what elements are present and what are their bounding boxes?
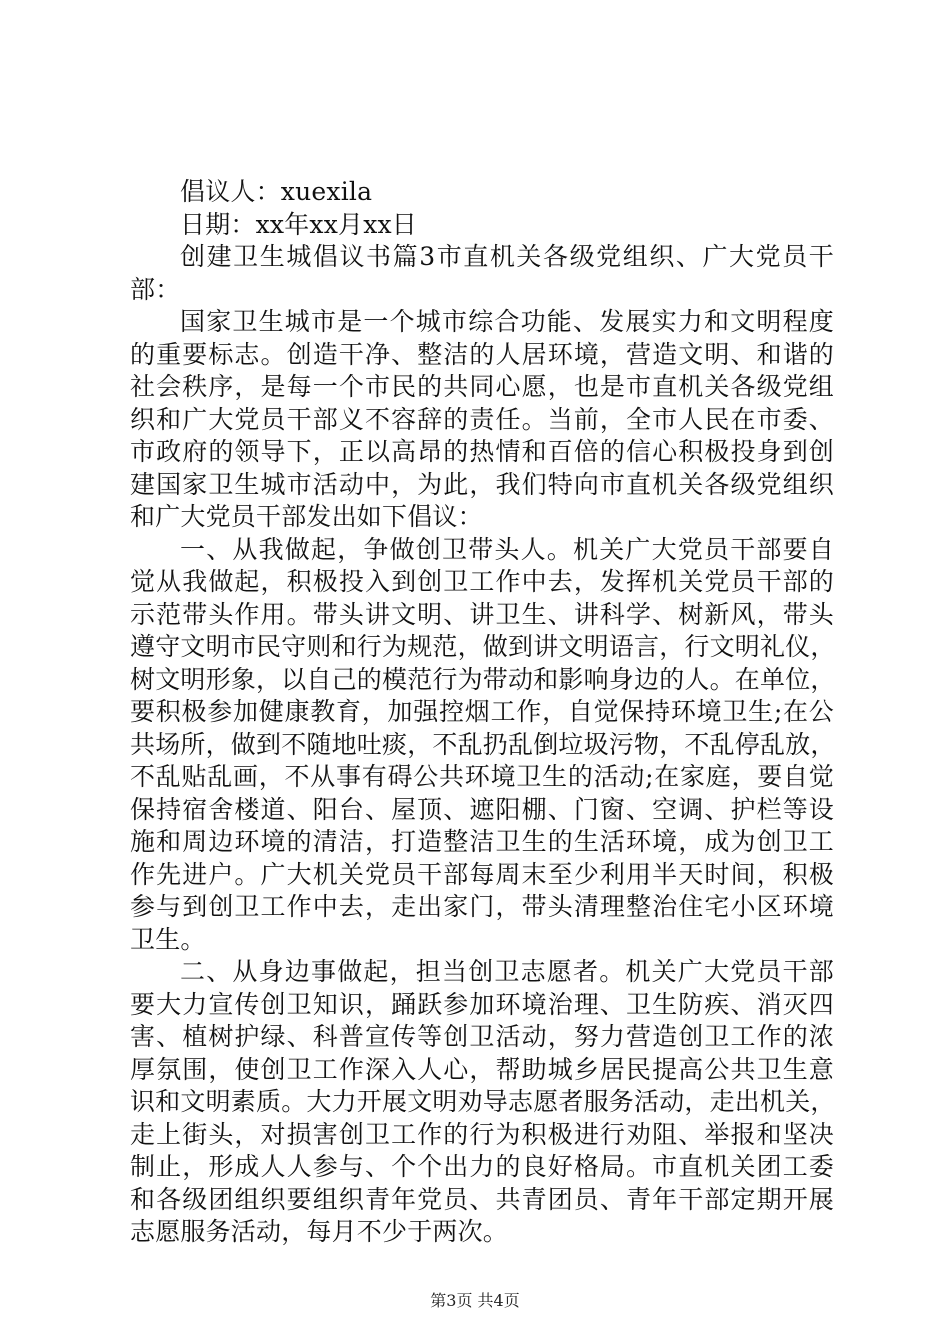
text-line: 要大力宣传创卫知识，踊跃参加环境治理、卫生防疾、消灭四 xyxy=(130,989,834,1019)
text-line: 施和周边环境的清洁，打造整洁卫生的生活环境，成为创卫工 xyxy=(130,827,834,856)
text-line: 倡议人：xuexila xyxy=(180,177,373,206)
text-line: 织和广大党员干部义不容辞的责任。当前，全市人民在市委、 xyxy=(130,404,834,434)
text-line: 二、从身边事做起，担当创卫志愿者。机关广大党员干部 xyxy=(180,957,834,986)
text-line: 害、植树护绿、科普宣传等创卫活动，努力营造创卫工作的浓 xyxy=(130,1022,834,1051)
text-line: 建国家卫生城市活动中，为此，我们特向市直机关各级党组织 xyxy=(130,469,834,499)
text-line: 树文明形象，以自己的模范行为带动和影响身边的人。在单位， xyxy=(130,664,836,694)
text-line: 厚氛围，使创卫工作深入人心，帮助城乡居民提高公共卫生意 xyxy=(130,1054,834,1084)
text-line: 示范带头作用。带头讲文明、讲卫生、讲科学、树新风，带头 xyxy=(130,599,834,629)
document-body xyxy=(130,176,834,1249)
text-line: 参与到创卫工作中去，走出家门，带头清理整治住宅小区环境 xyxy=(130,892,834,921)
text-line: 创建卫生城倡议书篇3市直机关各级党组织、广大党员干 xyxy=(180,242,834,271)
text-line: 的重要标志。创造干净、整洁的人居环境，营造文明、和谐的 xyxy=(130,339,834,369)
text-line: 一、从我做起，争做创卫带头人。机关广大党员干部要自 xyxy=(180,534,834,564)
text-line: 市政府的领导下，正以高昂的热情和百倍的信心积极投身到创 xyxy=(130,437,834,466)
text-line: 日期：xx年xx月xx日 xyxy=(180,209,417,239)
text-line: 社会秩序，是每一个市民的共同心愿，也是市直机关各级党组 xyxy=(130,372,834,401)
text-line: 走上街头，对损害创卫工作的行为积极进行劝阻、举报和坚决 xyxy=(130,1119,834,1149)
text-line: 遵守文明市民守则和行为规范，做到讲文明语言，行文明礼仪， xyxy=(130,632,836,661)
text-line: 部： xyxy=(130,274,181,304)
text-line: 制止，形成人人参与、个个出力的良好格局。市直机关团工委 xyxy=(130,1152,834,1181)
text-line: 识和文明素质。大力开展文明劝导志愿者服务活动，走出机关， xyxy=(130,1087,836,1116)
text-line: 保持宿舍楼道、阳台、屋顶、遮阳棚、门窗、空调、护栏等设 xyxy=(130,794,834,824)
text-line: 国家卫生城市是一个城市综合功能、发展实力和文明程度 xyxy=(180,307,834,336)
text-line: 共场所，做到不随地吐痰，不乱扔乱倒垃圾污物，不乱停乱放， xyxy=(130,729,836,759)
text-line: 和广大党员干部发出如下倡议： xyxy=(130,502,483,531)
text-line: 志愿服务活动，每月不少于两次。 xyxy=(130,1217,509,1246)
text-line: 作先进户。广大机关党员干部每周末至少利用半天时间，积极 xyxy=(130,859,834,889)
text-line: 和各级团组织要组织青年党员、共青团员、青年干部定期开展 xyxy=(130,1184,834,1214)
text-line: 觉从我做起，积极投入到创卫工作中去，发挥机关党员干部的 xyxy=(130,567,834,596)
page-footer: 第3页 共4页 xyxy=(430,1291,520,1310)
text-line: 不乱贴乱画，不从事有碍公共环境卫生的活动;在家庭，要自觉 xyxy=(130,762,834,791)
text-line: 卫生。 xyxy=(130,924,206,954)
text-line: 要积极参加健康教育，加强控烟工作，自觉保持环境卫生;在公 xyxy=(130,697,834,726)
